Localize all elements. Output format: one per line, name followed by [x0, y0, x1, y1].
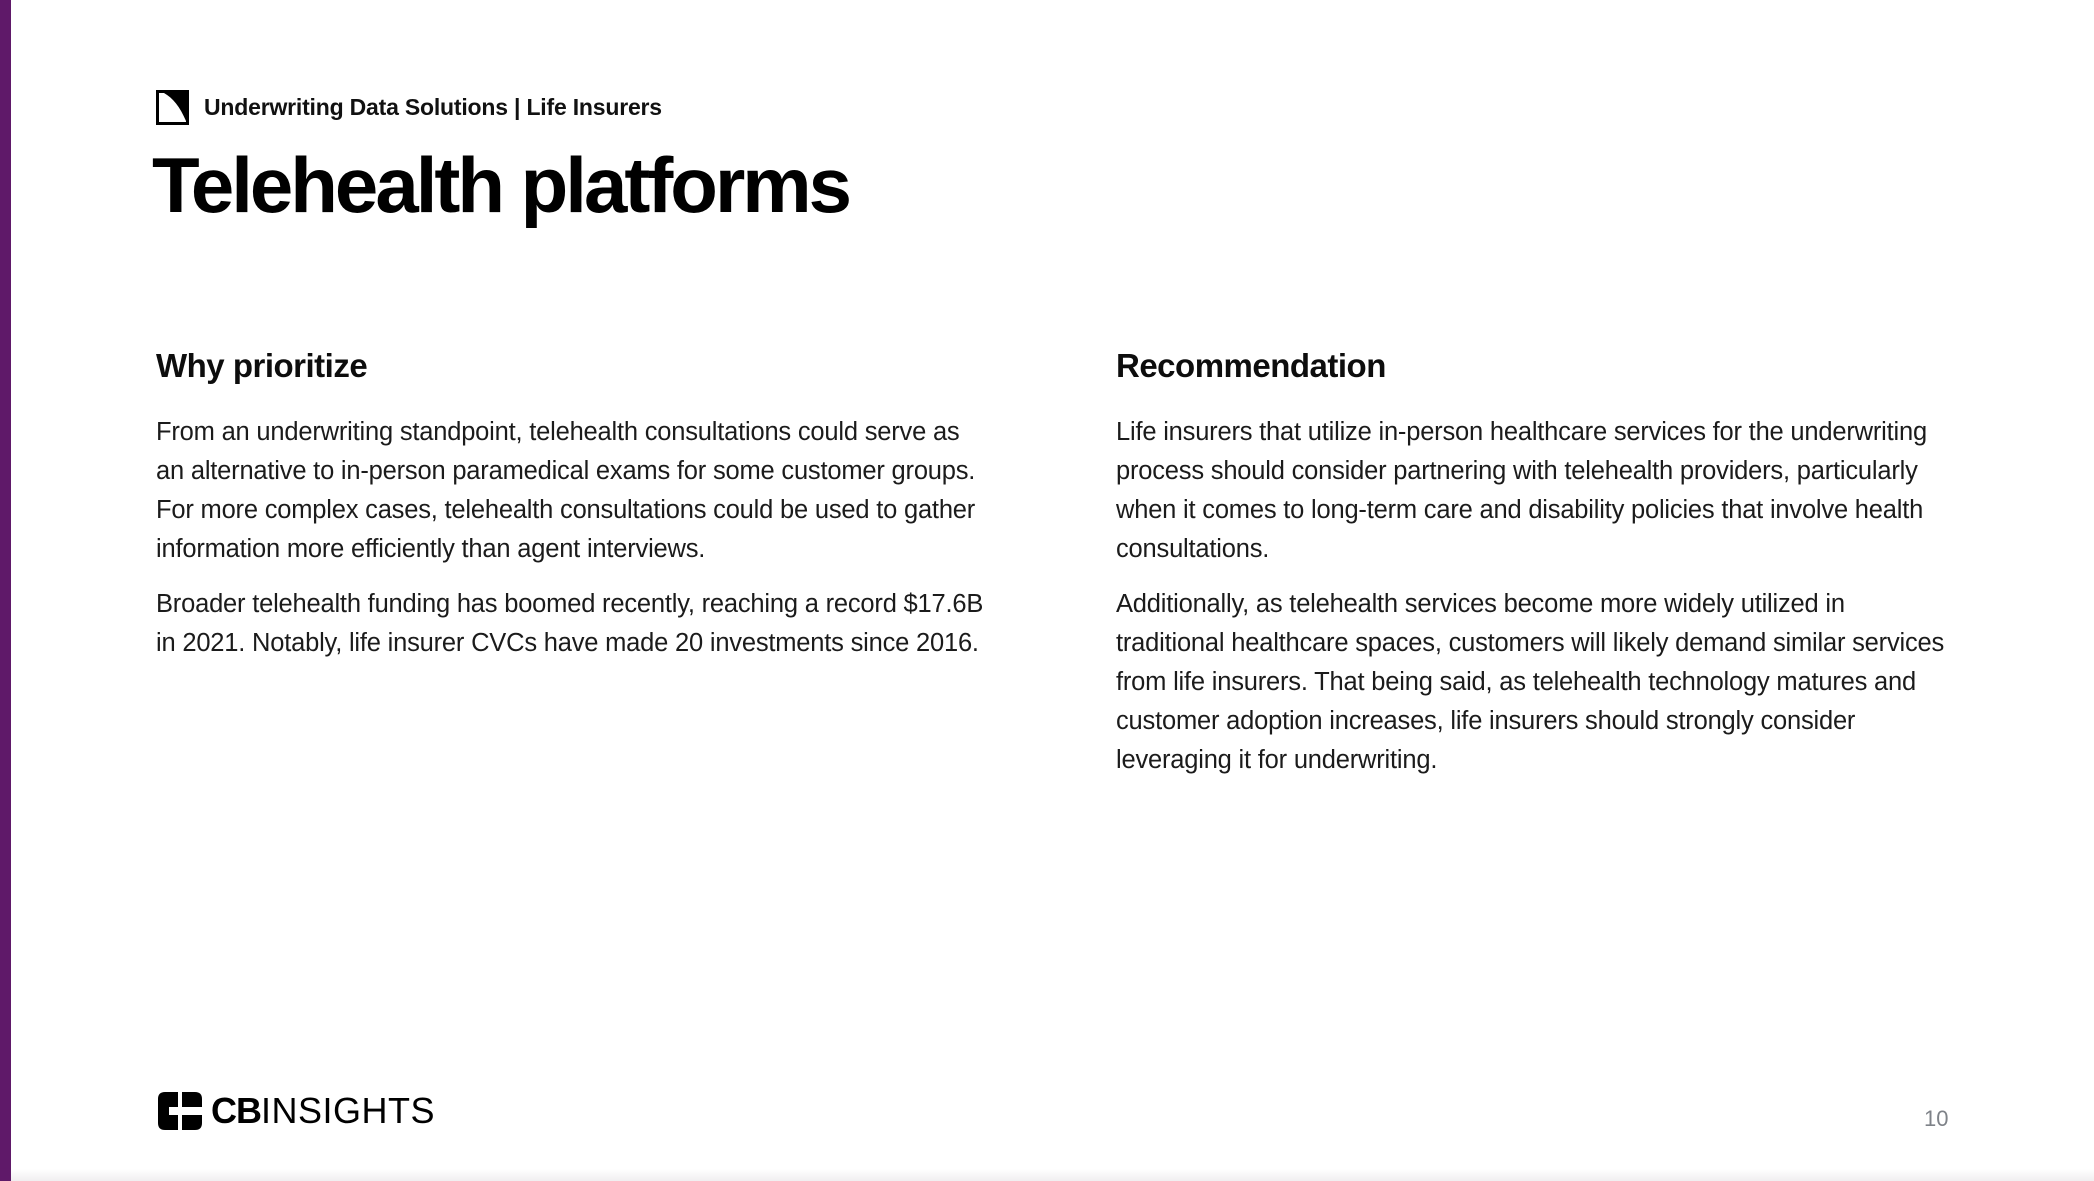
swoosh-square-icon — [156, 90, 189, 125]
column-heading: Why prioritize — [156, 347, 368, 384]
column-heading: Recommendation — [1116, 347, 1386, 384]
content-columns — [156, 347, 1954, 796]
logo-text-insights: INSIGHTS — [261, 1090, 436, 1131]
paragraph: Broader telehealth funding has boomed recently, reaching a record $17.6B in 2021. Notably, life insurer CVCs have made 20 investments since 2016. — [156, 590, 984, 657]
left-accent-bar — [0, 0, 11, 1181]
slide-bottom-edge — [11, 1169, 2094, 1181]
paragraph: Additionally, as telehealth services become more widely utilized in traditional healthcare spaces, customers will likely demand similar services from life insurers. That being said, as telehealth technology matures and customer adoption increases, life insurers should strongly consider leveraging it for underwriting. — [1116, 590, 1945, 774]
cbinsights-logo — [158, 1090, 435, 1132]
column-recommendation — [1116, 347, 1954, 796]
eyebrow-label: Underwriting Data Solutions | Life Insurers — [204, 94, 662, 120]
slide-header — [156, 90, 662, 125]
paragraph: Life insurers that utilize in-person healthcare services for the underwriting process should consider partnering with telehealth providers, particularly when it comes to long-term care and disability policies that involve health consultations. — [1116, 418, 1927, 563]
page-title: Telehealth platforms — [152, 141, 850, 229]
logo-text-cb: CB — [211, 1090, 261, 1131]
column-why-prioritize — [156, 347, 994, 796]
cbinsights-mark-icon — [158, 1092, 202, 1130]
paragraph: From an underwriting standpoint, telehealth consultations could serve as an alternative to in-person paramedical exams for some customer groups. For more complex cases, telehealth consultations could be used to gather information more efficiently than agent interviews. — [156, 418, 976, 563]
page-number: 10 — [1924, 1106, 1949, 1131]
